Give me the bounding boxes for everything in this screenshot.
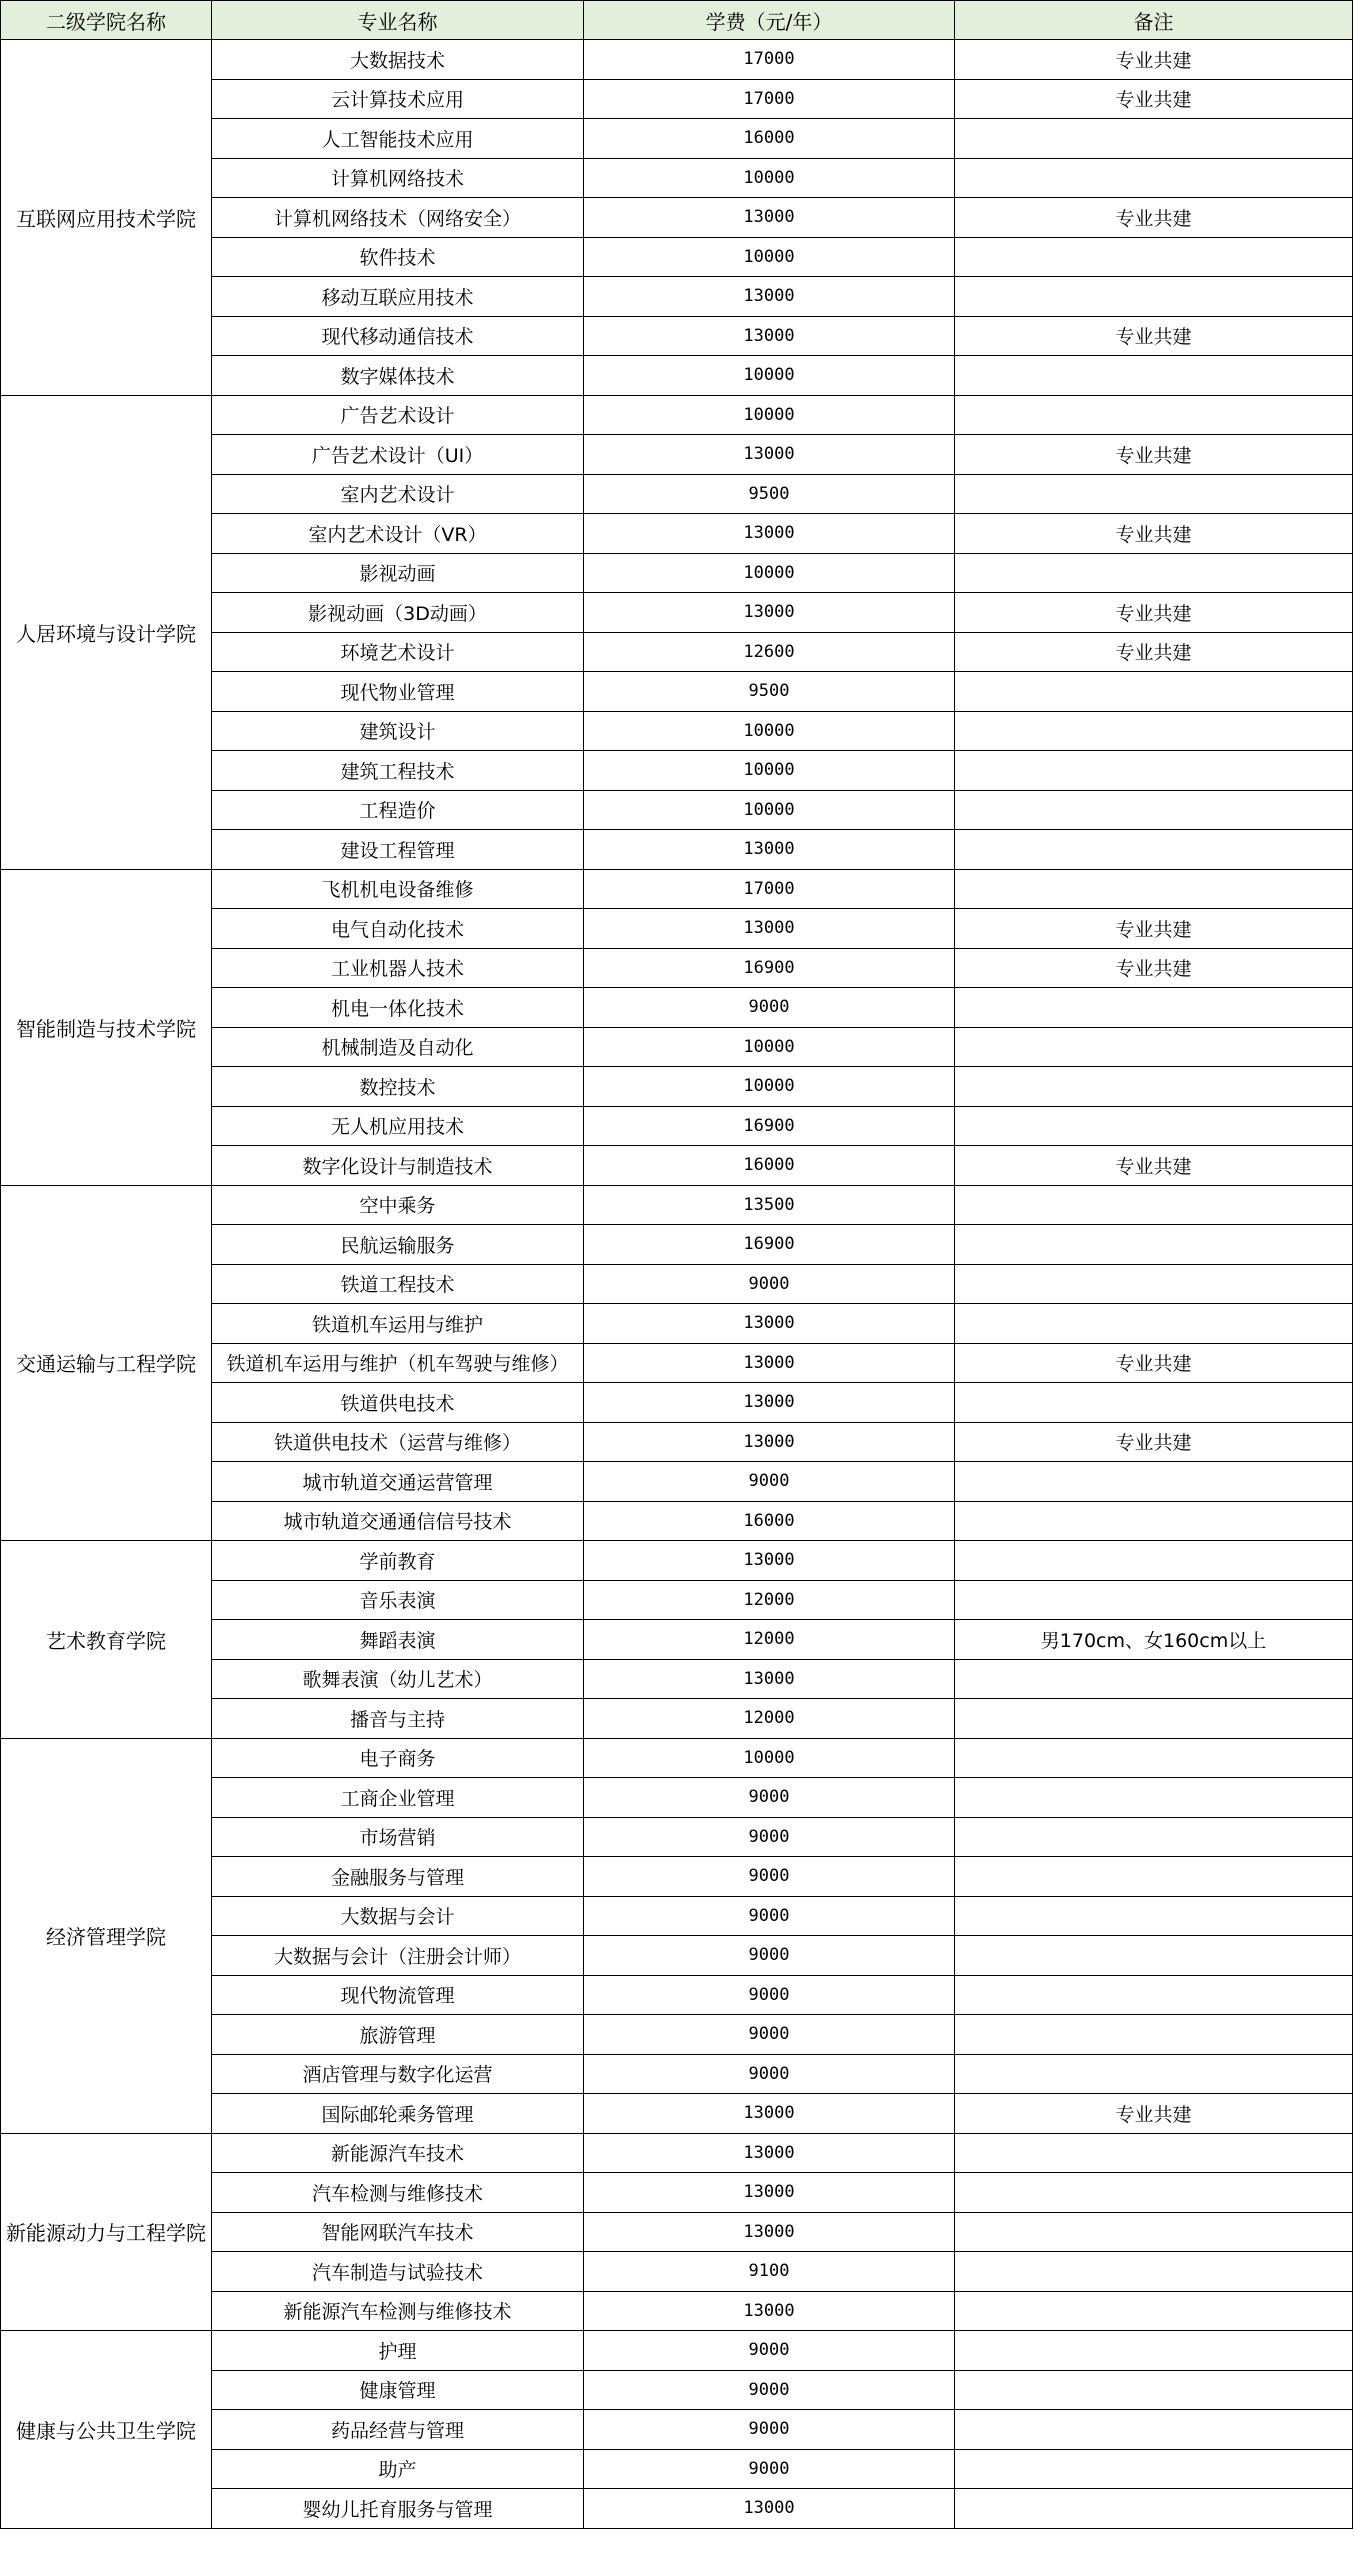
major-name-cell: 数字媒体技术	[212, 356, 584, 396]
header-fee: 学费（元/年）	[584, 1, 955, 40]
fee-cell: 12000	[584, 1620, 955, 1660]
fee-cell: 9000	[584, 2370, 955, 2410]
major-name-cell: 机械制造及自动化	[212, 1027, 584, 1067]
major-name-cell: 建设工程管理	[212, 830, 584, 870]
note-cell	[955, 2291, 1353, 2331]
major-name-cell: 国际邮轮乘务管理	[212, 2094, 584, 2134]
fee-cell: 16000	[584, 119, 955, 159]
major-name-cell: 现代移动通信技术	[212, 316, 584, 356]
table-row	[1, 1541, 1353, 1581]
note-cell	[955, 158, 1353, 198]
college-name-cell: 经济管理学院	[1, 1738, 212, 2133]
note-cell	[955, 2054, 1353, 2094]
fee-cell: 13000	[584, 830, 955, 870]
major-name-cell: 歌舞表演（幼儿艺术）	[212, 1659, 584, 1699]
note-cell: 专业共建	[955, 198, 1353, 238]
note-cell	[955, 119, 1353, 159]
fee-cell: 10000	[584, 553, 955, 593]
fee-cell: 16000	[584, 1146, 955, 1186]
note-cell: 专业共建	[955, 435, 1353, 475]
note-cell	[955, 1185, 1353, 1225]
fee-cell: 10000	[584, 158, 955, 198]
note-cell: 专业共建	[955, 1343, 1353, 1383]
note-cell: 专业共建	[955, 632, 1353, 672]
fee-cell: 9500	[584, 672, 955, 712]
fee-cell: 13000	[584, 2094, 955, 2134]
college-name-cell: 互联网应用技术学院	[1, 40, 212, 396]
note-cell: 男170cm、女160cm以上	[955, 1620, 1353, 1660]
major-name-cell: 工程造价	[212, 790, 584, 830]
note-cell: 专业共建	[955, 40, 1353, 80]
major-name-cell: 城市轨道交通通信信号技术	[212, 1501, 584, 1541]
note-cell	[955, 988, 1353, 1028]
major-name-cell: 城市轨道交通运营管理	[212, 1462, 584, 1502]
college-name-cell: 健康与公共卫生学院	[1, 2331, 212, 2529]
note-cell: 专业共建	[955, 316, 1353, 356]
fee-cell: 9000	[584, 2015, 955, 2055]
note-cell	[955, 672, 1353, 712]
fee-cell: 17000	[584, 79, 955, 119]
table-row	[1, 869, 1353, 909]
fee-cell: 13000	[584, 1659, 955, 1699]
fee-cell: 13000	[584, 2489, 955, 2529]
major-name-cell: 软件技术	[212, 237, 584, 277]
fee-cell: 9000	[584, 1817, 955, 1857]
major-name-cell: 护理	[212, 2331, 584, 2371]
note-cell: 专业共建	[955, 948, 1353, 988]
note-cell: 专业共建	[955, 593, 1353, 633]
note-cell	[955, 2410, 1353, 2450]
college-name-cell: 交通运输与工程学院	[1, 1185, 212, 1541]
major-name-cell: 学前教育	[212, 1541, 584, 1581]
header-college: 二级学院名称	[1, 1, 212, 40]
note-cell: 专业共建	[955, 1422, 1353, 1462]
header-note: 备注	[955, 1, 1353, 40]
fee-cell: 10000	[584, 790, 955, 830]
note-cell: 专业共建	[955, 1146, 1353, 1186]
major-name-cell: 大数据技术	[212, 40, 584, 80]
fee-cell: 13000	[584, 277, 955, 317]
note-cell	[955, 2212, 1353, 2252]
major-name-cell: 广告艺术设计（UI）	[212, 435, 584, 475]
fee-cell: 10000	[584, 1027, 955, 1067]
fee-cell: 13000	[584, 909, 955, 949]
fee-cell: 13000	[584, 1304, 955, 1344]
major-name-cell: 铁道机车运用与维护	[212, 1304, 584, 1344]
fee-cell: 12000	[584, 1699, 955, 1739]
note-cell	[955, 1975, 1353, 2015]
note-cell	[955, 237, 1353, 277]
fee-cell: 9000	[584, 1264, 955, 1304]
fee-cell: 13000	[584, 1383, 955, 1423]
major-name-cell: 人工智能技术应用	[212, 119, 584, 159]
major-name-cell: 云计算技术应用	[212, 79, 584, 119]
major-name-cell: 飞机机电设备维修	[212, 869, 584, 909]
major-name-cell: 计算机网络技术	[212, 158, 584, 198]
note-cell	[955, 1778, 1353, 1818]
major-name-cell: 工商企业管理	[212, 1778, 584, 1818]
major-name-cell: 汽车检测与维修技术	[212, 2173, 584, 2213]
note-cell	[955, 2370, 1353, 2410]
fee-cell: 13000	[584, 1422, 955, 1462]
major-name-cell: 新能源汽车检测与维修技术	[212, 2291, 584, 2331]
header-row	[1, 1, 1353, 40]
fee-cell: 13000	[584, 435, 955, 475]
major-name-cell: 铁道机车运用与维护（机车驾驶与维修）	[212, 1343, 584, 1383]
note-cell	[955, 2015, 1353, 2055]
fee-cell: 13000	[584, 198, 955, 238]
fee-cell: 16900	[584, 1106, 955, 1146]
table-row	[1, 1738, 1353, 1778]
note-cell	[955, 1896, 1353, 1936]
fee-cell: 9000	[584, 1896, 955, 1936]
college-name-cell: 艺术教育学院	[1, 1541, 212, 1739]
fee-cell: 10000	[584, 1738, 955, 1778]
note-cell	[955, 1462, 1353, 1502]
college-name-cell: 新能源动力与工程学院	[1, 2133, 212, 2331]
table-row	[1, 40, 1353, 80]
note-cell	[955, 1857, 1353, 1897]
major-name-cell: 移动互联应用技术	[212, 277, 584, 317]
fee-cell: 13000	[584, 2291, 955, 2331]
note-cell	[955, 1264, 1353, 1304]
note-cell	[955, 356, 1353, 396]
major-name-cell: 智能网联汽车技术	[212, 2212, 584, 2252]
major-name-cell: 室内艺术设计	[212, 474, 584, 514]
note-cell: 专业共建	[955, 79, 1353, 119]
major-name-cell: 大数据与会计（注册会计师）	[212, 1936, 584, 1976]
note-cell	[955, 2449, 1353, 2489]
fee-cell: 12000	[584, 1580, 955, 1620]
fee-cell: 9000	[584, 2054, 955, 2094]
fee-cell: 9000	[584, 1778, 955, 1818]
note-cell	[955, 1580, 1353, 1620]
fee-cell: 10000	[584, 751, 955, 791]
note-cell	[955, 830, 1353, 870]
major-name-cell: 电气自动化技术	[212, 909, 584, 949]
fee-cell: 10000	[584, 237, 955, 277]
note-cell	[955, 1501, 1353, 1541]
major-name-cell: 机电一体化技术	[212, 988, 584, 1028]
fee-cell: 13000	[584, 593, 955, 633]
major-name-cell: 数字化设计与制造技术	[212, 1146, 584, 1186]
college-name-cell: 智能制造与技术学院	[1, 869, 212, 1185]
note-cell	[955, 1027, 1353, 1067]
major-name-cell: 建筑设计	[212, 711, 584, 751]
major-name-cell: 空中乘务	[212, 1185, 584, 1225]
note-cell	[955, 277, 1353, 317]
table-row	[1, 1185, 1353, 1225]
major-name-cell: 健康管理	[212, 2370, 584, 2410]
fee-cell: 13500	[584, 1185, 955, 1225]
major-name-cell: 影视动画	[212, 553, 584, 593]
note-cell	[955, 1936, 1353, 1976]
major-name-cell: 工业机器人技术	[212, 948, 584, 988]
fee-cell: 13000	[584, 2173, 955, 2213]
note-cell	[955, 1067, 1353, 1107]
major-name-cell: 室内艺术设计（VR）	[212, 514, 584, 554]
major-name-cell: 现代物业管理	[212, 672, 584, 712]
fee-cell: 17000	[584, 869, 955, 909]
fee-cell: 13000	[584, 2133, 955, 2173]
major-name-cell: 大数据与会计	[212, 1896, 584, 1936]
fee-cell: 9000	[584, 1936, 955, 1976]
note-cell	[955, 790, 1353, 830]
major-name-cell: 电子商务	[212, 1738, 584, 1778]
major-name-cell: 数控技术	[212, 1067, 584, 1107]
fee-cell: 13000	[584, 316, 955, 356]
major-name-cell: 新能源汽车技术	[212, 2133, 584, 2173]
note-cell	[955, 711, 1353, 751]
note-cell	[955, 2331, 1353, 2371]
table-row	[1, 2133, 1353, 2173]
fee-cell: 10000	[584, 1067, 955, 1107]
fee-cell: 9000	[584, 2449, 955, 2489]
note-cell	[955, 2489, 1353, 2529]
major-name-cell: 影视动画（3D动画）	[212, 593, 584, 633]
fee-cell: 17000	[584, 40, 955, 80]
note-cell	[955, 474, 1353, 514]
major-name-cell: 现代物流管理	[212, 1975, 584, 2015]
note-cell	[955, 2173, 1353, 2213]
major-name-cell: 民航运输服务	[212, 1225, 584, 1265]
note-cell	[955, 395, 1353, 435]
fee-cell: 13000	[584, 514, 955, 554]
major-name-cell: 环境艺术设计	[212, 632, 584, 672]
major-name-cell: 无人机应用技术	[212, 1106, 584, 1146]
fee-cell: 10000	[584, 395, 955, 435]
fee-cell: 9500	[584, 474, 955, 514]
note-cell	[955, 1817, 1353, 1857]
note-cell	[955, 2252, 1353, 2292]
fee-cell: 9000	[584, 2410, 955, 2450]
fee-cell: 9000	[584, 988, 955, 1028]
major-name-cell: 计算机网络技术（网络安全）	[212, 198, 584, 238]
note-cell	[955, 1383, 1353, 1423]
note-cell	[955, 1304, 1353, 1344]
header-major: 专业名称	[212, 1, 584, 40]
major-name-cell: 铁道供电技术	[212, 1383, 584, 1423]
fee-cell: 9100	[584, 2252, 955, 2292]
major-name-cell: 建筑工程技术	[212, 751, 584, 791]
note-cell	[955, 1699, 1353, 1739]
fee-cell: 13000	[584, 1541, 955, 1581]
fee-cell: 9000	[584, 2331, 955, 2371]
major-name-cell: 婴幼儿托育服务与管理	[212, 2489, 584, 2529]
major-name-cell: 音乐表演	[212, 1580, 584, 1620]
major-name-cell: 铁道工程技术	[212, 1264, 584, 1304]
major-name-cell: 舞蹈表演	[212, 1620, 584, 1660]
note-cell	[955, 1225, 1353, 1265]
table-row	[1, 395, 1353, 435]
table-body	[1, 40, 1353, 2529]
note-cell	[955, 751, 1353, 791]
fee-cell: 10000	[584, 711, 955, 751]
fee-cell: 16900	[584, 948, 955, 988]
college-name-cell: 人居环境与设计学院	[1, 395, 212, 869]
fee-cell: 9000	[584, 1462, 955, 1502]
note-cell	[955, 553, 1353, 593]
note-cell: 专业共建	[955, 2094, 1353, 2134]
major-name-cell: 助产	[212, 2449, 584, 2489]
major-name-cell: 药品经营与管理	[212, 2410, 584, 2450]
note-cell	[955, 2133, 1353, 2173]
fee-cell: 12600	[584, 632, 955, 672]
fee-cell: 9000	[584, 1975, 955, 2015]
note-cell	[955, 1106, 1353, 1146]
major-name-cell: 铁道供电技术（运营与维修）	[212, 1422, 584, 1462]
note-cell	[955, 1659, 1353, 1699]
note-cell	[955, 1541, 1353, 1581]
fee-cell: 13000	[584, 1343, 955, 1383]
fee-cell: 16900	[584, 1225, 955, 1265]
fee-cell: 9000	[584, 1857, 955, 1897]
major-name-cell: 金融服务与管理	[212, 1857, 584, 1897]
note-cell	[955, 869, 1353, 909]
table-row	[1, 2331, 1353, 2371]
fee-cell: 10000	[584, 356, 955, 396]
note-cell: 专业共建	[955, 514, 1353, 554]
major-name-cell: 酒店管理与数字化运营	[212, 2054, 584, 2094]
major-name-cell: 旅游管理	[212, 2015, 584, 2055]
note-cell	[955, 1738, 1353, 1778]
major-name-cell: 播音与主持	[212, 1699, 584, 1739]
fee-cell: 16000	[584, 1501, 955, 1541]
major-name-cell: 市场营销	[212, 1817, 584, 1857]
major-name-cell: 汽车制造与试验技术	[212, 2252, 584, 2292]
note-cell: 专业共建	[955, 909, 1353, 949]
major-name-cell: 广告艺术设计	[212, 395, 584, 435]
fee-cell: 13000	[584, 2212, 955, 2252]
